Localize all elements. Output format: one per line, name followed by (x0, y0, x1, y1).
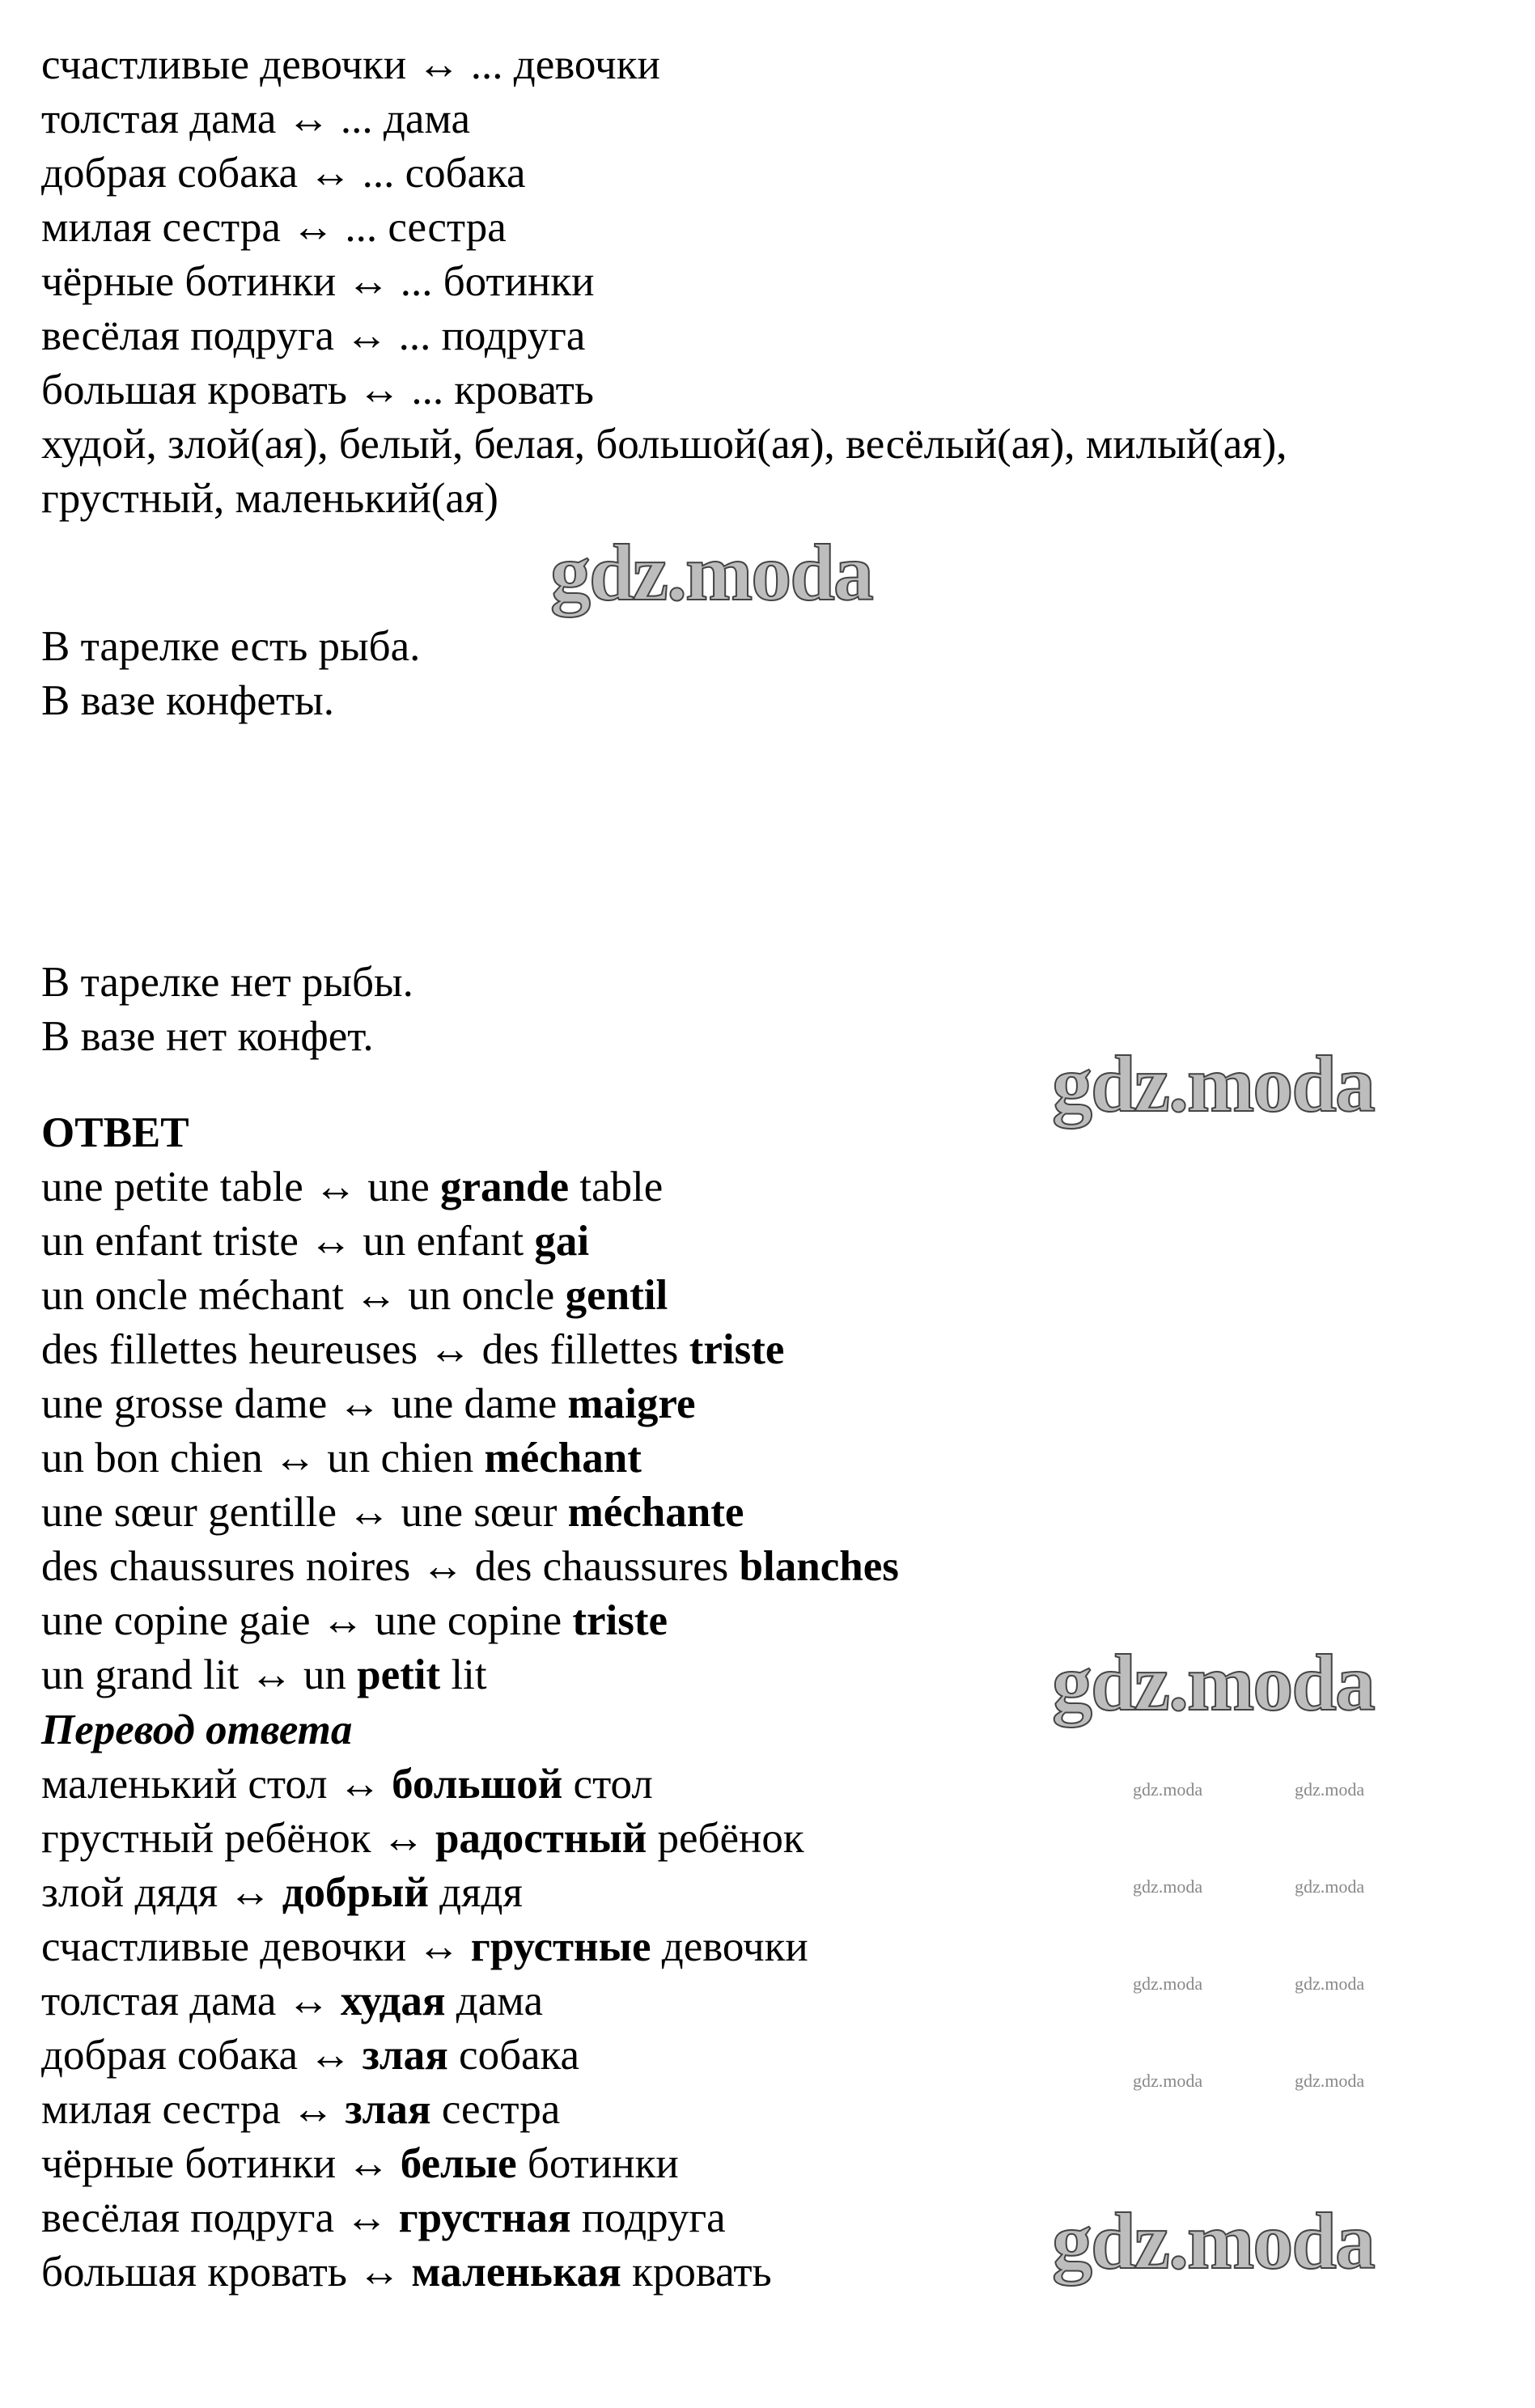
text-segment: В вазе конфеты. (41, 677, 334, 725)
text-line (41, 38, 1287, 92)
text-line (41, 2137, 899, 2191)
text-line (41, 1648, 899, 1702)
text-segment: une copine gaie ↔ une copine (41, 1597, 573, 1645)
emphasized-text: злая (362, 2031, 448, 2079)
text-segment: грустный, маленький(ая) (41, 475, 498, 523)
watermark: gdz.moda (550, 528, 872, 617)
text-line (41, 674, 420, 728)
text-line (41, 255, 1287, 309)
emphasized-text: maigre (567, 1380, 696, 1428)
emphasized-text: злая (345, 2085, 431, 2133)
text-segment: un oncle méchant ↔ un oncle (41, 1272, 566, 1320)
text-segment: подруга (570, 2194, 726, 2241)
text-line (41, 956, 413, 1010)
exercise-list (41, 38, 1287, 526)
emphasized-text: Перевод ответа (41, 1706, 353, 1753)
emphasized-text: blanches (739, 1543, 899, 1591)
watermark-small: gdz.moda (1295, 1779, 1365, 1800)
text-line (41, 309, 1287, 363)
watermark-small: gdz.moda (1133, 1973, 1203, 1994)
text-line (41, 1377, 899, 1431)
text-segment: un grand lit ↔ un (41, 1651, 358, 1699)
text-segment: счастливые девочки ↔ (41, 1923, 471, 1970)
text-segment: злой дядя ↔ (41, 1868, 282, 1916)
text-segment: une sœur gentille ↔ une sœur (41, 1489, 568, 1537)
text-segment: милая сестра ↔ ... сестра (41, 204, 507, 252)
text-line (41, 1269, 899, 1323)
text-segment: грустный ребёнок ↔ (41, 1814, 435, 1862)
text-line (41, 1703, 899, 1757)
text-segment: un enfant triste ↔ un enfant (41, 1218, 535, 1265)
emphasized-text: méchant (484, 1435, 642, 1482)
text-segment: В вазе нет конфет. (41, 1013, 374, 1061)
text-line (41, 2083, 899, 2137)
text-segment: весёлая подруга ↔ ... подруга (41, 312, 586, 360)
text-line (41, 1215, 899, 1269)
text-segment: дама (445, 1977, 543, 2024)
text-line (41, 2245, 899, 2300)
watermark-small: gdz.moda (1295, 1973, 1365, 1994)
text-line (41, 2029, 899, 2083)
emphasized-text: радостный (435, 1814, 647, 1862)
text-segment: lit (440, 1651, 487, 1699)
text-line (41, 201, 1287, 255)
text-segment: худой, злой(ая), белый, белая, большой(ая), весёлый(ая), милый(ая), (41, 421, 1287, 468)
sentences-negative (41, 956, 413, 1064)
text-line (41, 472, 1287, 526)
emphasized-text: маленькая (411, 2248, 621, 2296)
text-segment: une grosse dame ↔ une dame (41, 1380, 568, 1428)
emphasized-text: грустные (470, 1923, 651, 1970)
text-line (41, 2191, 899, 2245)
text-segment: чёрные ботинки ↔ (41, 2139, 401, 2187)
text-segment: В тарелке нет рыбы. (41, 959, 413, 1006)
text-segment: ребёнок (647, 1814, 804, 1862)
text-line (41, 1812, 899, 1866)
emphasized-text: petit (357, 1651, 441, 1699)
text-line (41, 1010, 413, 1064)
emphasized-text: белые (400, 2139, 517, 2187)
text-line (41, 620, 420, 674)
text-segment: сестра (430, 2085, 561, 2133)
text-line (41, 92, 1287, 146)
emphasized-text: грустная (398, 2194, 571, 2241)
text-segment: толстая дама ↔ (41, 1977, 341, 2024)
text-segment: des chaussures noires ↔ des chaussures (41, 1543, 740, 1591)
text-segment: стол (562, 1760, 653, 1808)
emphasized-text: большой (392, 1760, 563, 1808)
text-segment: кровать (621, 2248, 772, 2296)
text-line (41, 1486, 899, 1540)
text-line (41, 1540, 899, 1594)
text-segment: ботинки (516, 2139, 679, 2187)
text-segment: собака (447, 2031, 580, 2079)
text-line (41, 1431, 899, 1486)
text-line (41, 1160, 899, 1215)
sentences-affirmative (41, 620, 420, 728)
answer-section (41, 1106, 899, 2300)
emphasized-text: gentil (565, 1272, 668, 1320)
watermark-small: gdz.moda (1133, 1779, 1203, 1800)
watermark: gdz.moda (1052, 1638, 1374, 1728)
text-segment: дядя (428, 1868, 523, 1916)
emphasized-text: ОТВЕТ (41, 1109, 189, 1156)
watermark-small: gdz.moda (1295, 2071, 1365, 2091)
text-line (41, 1594, 899, 1648)
text-segment: table (569, 1164, 664, 1211)
text-segment: маленький стол ↔ (41, 1760, 392, 1808)
emphasized-text: triste (572, 1597, 668, 1645)
text-segment: В тарелке есть рыба. (41, 623, 421, 670)
text-segment: весёлая подруга ↔ (41, 2194, 399, 2241)
text-segment: чёрные ботинки ↔ ... ботинки (41, 258, 595, 306)
emphasized-text: méchante (567, 1489, 744, 1537)
watermark-small: gdz.moda (1133, 1876, 1203, 1897)
text-segment: толстая дама ↔ ... дама (41, 95, 471, 143)
text-segment: un bon chien ↔ un chien (41, 1435, 485, 1482)
text-segment: счастливые девочки ↔ ... девочки (41, 41, 660, 88)
text-segment: большая кровать ↔ (41, 2248, 412, 2296)
text-segment: добрая собака ↔ ... собака (41, 150, 526, 197)
text-line (41, 1920, 899, 1974)
text-segment: добрая собака ↔ (41, 2031, 363, 2079)
text-line (41, 1106, 899, 1160)
text-segment: девочки (651, 1923, 808, 1970)
text-segment: des fillettes heureuses ↔ des fillettes (41, 1326, 689, 1374)
watermark: gdz.moda (1052, 1039, 1374, 1129)
emphasized-text: добрый (282, 1868, 429, 1916)
text-segment: une petite table ↔ une (41, 1164, 441, 1211)
text-line (41, 1974, 899, 2029)
emphasized-text: grande (440, 1164, 570, 1211)
text-line (41, 363, 1287, 418)
emphasized-text: triste (689, 1326, 785, 1374)
text-line (41, 1866, 899, 1920)
watermark: gdz.moda (1052, 2196, 1374, 2286)
watermark-small: gdz.moda (1133, 2071, 1203, 2091)
text-line (41, 1757, 899, 1812)
watermark-small: gdz.moda (1295, 1876, 1365, 1897)
text-line (41, 1323, 899, 1377)
text-segment: милая сестра ↔ (41, 2085, 346, 2133)
emphasized-text: gai (534, 1218, 590, 1265)
text-line (41, 146, 1287, 201)
emphasized-text: худая (340, 1977, 446, 2024)
text-line (41, 418, 1287, 472)
text-segment: большая кровать ↔ ... кровать (41, 367, 594, 414)
